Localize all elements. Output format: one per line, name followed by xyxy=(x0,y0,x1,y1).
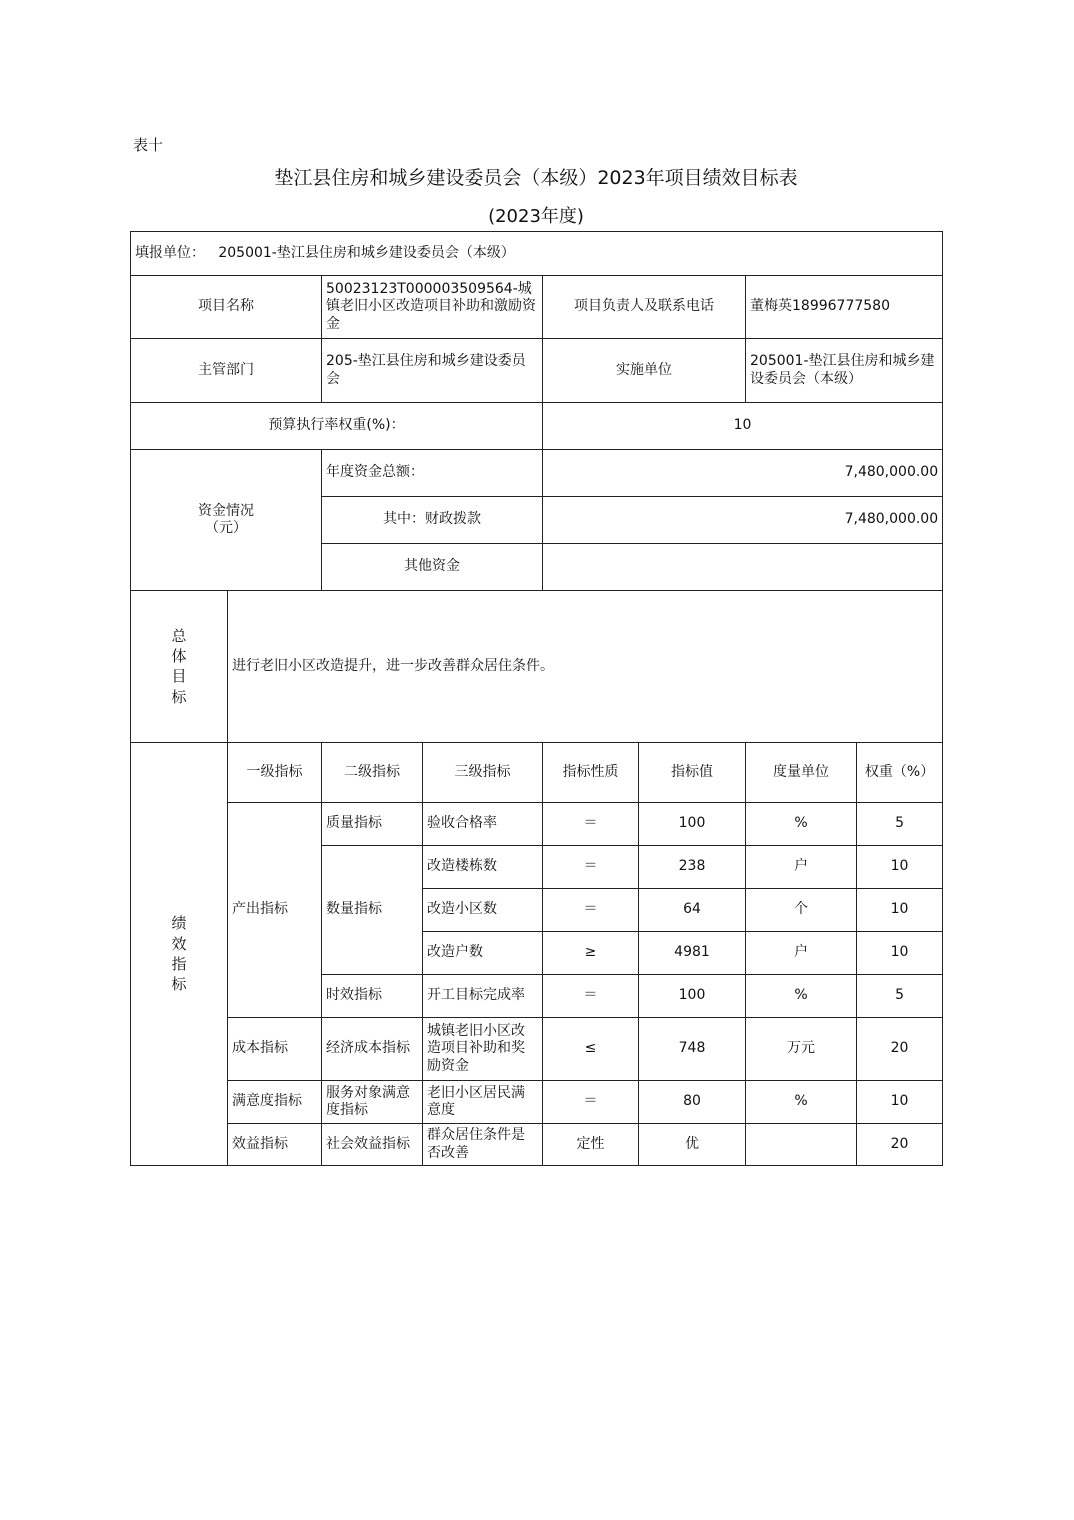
overall-goal-label-cell xyxy=(131,591,228,743)
level2-timeliness: 时效指标 xyxy=(322,975,423,1018)
weight-cell: 5 xyxy=(857,975,943,1018)
unit-cell: 个 xyxy=(746,889,857,932)
level3-cell: 群众居住条件是否改善 xyxy=(423,1124,543,1166)
funds-total-value: 7,480,000.00 xyxy=(543,450,943,497)
value-cell: 80 xyxy=(639,1081,746,1124)
weight-cell: 20 xyxy=(857,1124,943,1166)
level3-cell: 开工目标完成率 xyxy=(423,975,543,1018)
reporting-unit-label: 填报单位： xyxy=(135,244,205,261)
level3-cell: 改造户数 xyxy=(423,932,543,975)
level1-output: 产出指标 xyxy=(228,803,322,1018)
weight-cell: 10 xyxy=(857,1081,943,1124)
header-weight: 权重（%） xyxy=(857,743,943,803)
project-name-label: 项目名称 xyxy=(131,276,322,339)
page-subtitle: (2023年度) xyxy=(488,206,584,227)
level2-economic-cost: 经济成本指标 xyxy=(322,1018,423,1081)
funds-label: 资金情况 xyxy=(198,502,254,519)
level3-cell: 验收合格率 xyxy=(423,803,543,846)
page-title: 垫江县住房和城乡建设委员会（本级）2023年项目绩效目标表 xyxy=(274,167,798,189)
unit-cell: 户 xyxy=(746,846,857,889)
funds-other-label: 其他资金 xyxy=(322,544,543,591)
indicators-label: 绩效指标 xyxy=(171,914,187,994)
weight-cell: 5 xyxy=(857,803,943,846)
contact-value: 董梅英18996777580 xyxy=(746,276,943,339)
impl-unit-label: 实施单位 xyxy=(543,339,746,403)
unit-cell: % xyxy=(746,975,857,1018)
header-unit: 度量单位 xyxy=(746,743,857,803)
level3-cell: 改造小区数 xyxy=(423,889,543,932)
nature-cell: ≤ xyxy=(543,1018,639,1081)
funds-fiscal-label: 其中：财政拨款 xyxy=(322,497,543,544)
header-level1: 一级指标 xyxy=(228,743,322,803)
weight-cell: 10 xyxy=(857,889,943,932)
funds-fiscal-value: 7,480,000.00 xyxy=(543,497,943,544)
reporting-unit-value: 205001-垫江县住房和城乡建设委员会（本级） xyxy=(218,244,515,261)
value-cell: 4981 xyxy=(639,932,746,975)
nature-cell: ＝ xyxy=(543,975,639,1018)
value-cell: 100 xyxy=(639,803,746,846)
nature-cell: ≥ xyxy=(543,932,639,975)
header-nature: 指标性质 xyxy=(543,743,639,803)
unit-cell xyxy=(746,1124,857,1166)
header-value: 指标值 xyxy=(639,743,746,803)
level2-service-satisfaction: 服务对象满意度指标 xyxy=(322,1081,423,1124)
table-row xyxy=(131,1124,943,1166)
header-level2: 二级指标 xyxy=(322,743,423,803)
level1-benefit: 效益指标 xyxy=(228,1124,322,1166)
budget-weight-label: 预算执行率权重(%)： xyxy=(131,403,543,450)
unit-cell: 户 xyxy=(746,932,857,975)
funds-other-value xyxy=(543,544,943,591)
value-cell: 100 xyxy=(639,975,746,1018)
level1-cost: 成本指标 xyxy=(228,1018,322,1081)
funds-total-label: 年度资金总额： xyxy=(322,450,543,497)
dept-value: 205-垫江县住房和城乡建设委员会 xyxy=(322,339,543,403)
value-cell: 优 xyxy=(639,1124,746,1166)
funds-unit: （元） xyxy=(205,520,247,536)
unit-cell: % xyxy=(746,1081,857,1124)
level3-cell: 改造楼栋数 xyxy=(423,846,543,889)
table-row xyxy=(131,803,943,846)
table-row xyxy=(131,1081,943,1124)
dept-label: 主管部门 xyxy=(131,339,322,403)
unit-cell: 万元 xyxy=(746,1018,857,1081)
funds-label-cell xyxy=(131,450,322,591)
indicators-label-cell xyxy=(131,743,228,1166)
level2-social-benefit: 社会效益指标 xyxy=(322,1124,423,1166)
overall-goal-label: 总体目标 xyxy=(171,626,187,706)
value-cell: 748 xyxy=(639,1018,746,1081)
impl-unit-value: 205001-垫江县住房和城乡建设委员会（本级） xyxy=(746,339,943,403)
level3-cell: 老旧小区居民满意度 xyxy=(423,1081,543,1124)
budget-weight-value: 10 xyxy=(543,403,943,450)
table-label: 表十 xyxy=(133,136,164,154)
value-cell: 238 xyxy=(639,846,746,889)
weight-cell: 20 xyxy=(857,1018,943,1081)
unit-cell: % xyxy=(746,803,857,846)
nature-cell: ＝ xyxy=(543,803,639,846)
weight-cell: 10 xyxy=(857,932,943,975)
project-name-value: 50023123T000003509564-城镇老旧小区改造项目补助和激励资金 xyxy=(322,276,543,339)
level3-cell: 城镇老旧小区改造项目补助和奖励资金 xyxy=(423,1018,543,1081)
reporting-unit-cell xyxy=(131,232,943,276)
level2-quantity: 数量指标 xyxy=(322,846,423,975)
table-row xyxy=(131,1018,943,1081)
nature-cell: ＝ xyxy=(543,889,639,932)
performance-table xyxy=(130,231,943,1166)
overall-goal-text: 进行老旧小区改造提升，进一步改善群众居住条件。 xyxy=(228,591,943,743)
nature-cell: ＝ xyxy=(543,1081,639,1124)
header-level3: 三级指标 xyxy=(423,743,543,803)
level1-satisfaction: 满意度指标 xyxy=(228,1081,322,1124)
nature-cell: 定性 xyxy=(543,1124,639,1166)
weight-cell: 10 xyxy=(857,846,943,889)
contact-label: 项目负责人及联系电话 xyxy=(543,276,746,339)
nature-cell: ＝ xyxy=(543,846,639,889)
level2-quality: 质量指标 xyxy=(322,803,423,846)
value-cell: 64 xyxy=(639,889,746,932)
